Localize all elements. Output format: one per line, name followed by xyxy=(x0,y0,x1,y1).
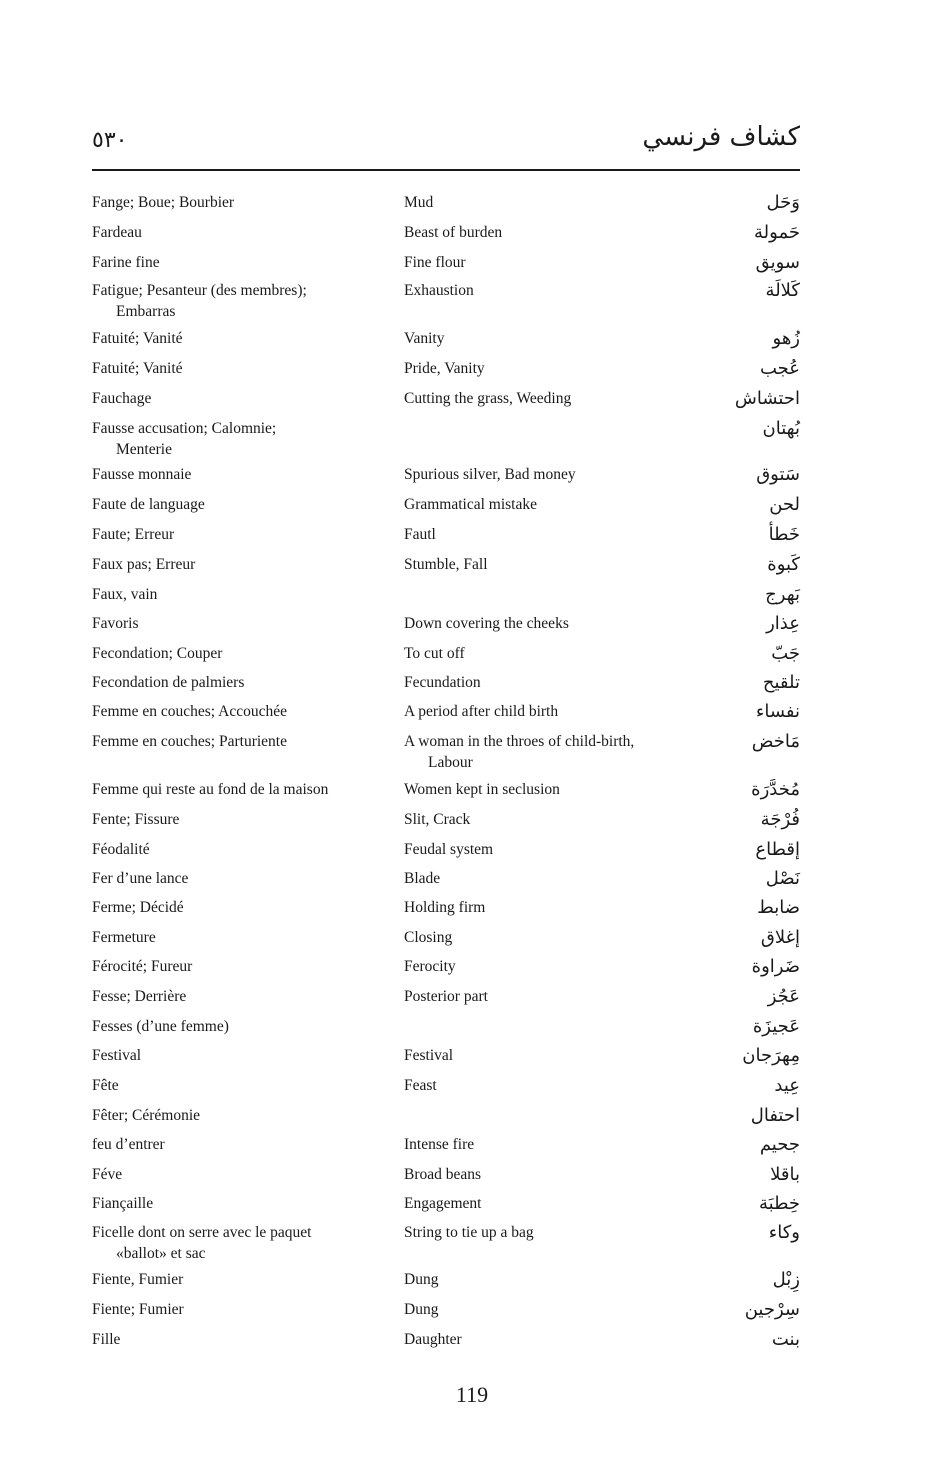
english-gloss-text: Cutting the grass, Weeding xyxy=(404,390,572,407)
english-gloss xyxy=(404,927,694,948)
french-term-text: Fesse; Derrière xyxy=(92,988,187,1005)
french-term-continuation: «ballot» et sac xyxy=(116,1245,206,1262)
english-gloss xyxy=(404,358,694,379)
french-term-text: feu d’entrer xyxy=(92,1136,165,1153)
table-row xyxy=(92,192,800,214)
table-row xyxy=(92,1164,800,1186)
french-term xyxy=(92,868,404,889)
french-term xyxy=(92,328,404,349)
french-term xyxy=(92,418,404,460)
english-gloss-text: A woman in the throes of child-birth, xyxy=(404,733,635,750)
english-gloss xyxy=(404,672,694,693)
english-gloss xyxy=(404,956,694,977)
english-gloss-text: Fecundation xyxy=(404,674,481,691)
french-term xyxy=(92,1045,404,1066)
french-term xyxy=(92,613,404,634)
table-row xyxy=(92,280,800,322)
english-gloss xyxy=(404,1075,694,1096)
french-term xyxy=(92,672,404,693)
table-row xyxy=(92,927,800,949)
french-term-text: Faux pas; Erreur xyxy=(92,556,196,573)
table-row xyxy=(92,1016,800,1038)
english-gloss xyxy=(404,1269,694,1290)
arabic-page-number: ٥٣٠ xyxy=(92,128,128,153)
table-row xyxy=(92,643,800,665)
french-term-text: Fête xyxy=(92,1077,119,1094)
french-term-text: Fer d’une lance xyxy=(92,870,189,887)
french-term-text: Fecondation de palmiers xyxy=(92,674,245,691)
english-gloss-text: Dung xyxy=(404,1301,439,1318)
table-row xyxy=(92,839,800,861)
english-gloss-text: Holding firm xyxy=(404,899,486,916)
french-term-text: Féodalité xyxy=(92,841,150,858)
french-term-text: Farine fine xyxy=(92,254,160,271)
arabic-term: بُهتان xyxy=(762,418,800,439)
french-term xyxy=(92,1105,404,1126)
arabic-term: ضابط xyxy=(757,897,800,918)
arabic-term: سويق xyxy=(755,252,800,273)
french-term-text: Fesses (d’une femme) xyxy=(92,1018,229,1035)
english-gloss-text: Vanity xyxy=(404,330,445,347)
arabic-term: نَصْل xyxy=(765,868,800,889)
french-term xyxy=(92,701,404,722)
table-row xyxy=(92,779,800,801)
english-gloss xyxy=(404,613,694,634)
arabic-term: إقطاع xyxy=(755,839,800,860)
arabic-term: حَمولة xyxy=(754,222,800,243)
english-gloss-text: Beast of burden xyxy=(404,224,503,241)
french-term-text: Fausse monnaie xyxy=(92,466,192,483)
french-term-text: Fille xyxy=(92,1331,121,1348)
english-gloss-text: Mud xyxy=(404,194,434,211)
french-term xyxy=(92,252,404,273)
table-row xyxy=(92,1329,800,1351)
english-gloss xyxy=(404,809,694,830)
french-term-text: Fatuité; Vanité xyxy=(92,330,183,347)
arabic-term: جحيم xyxy=(759,1134,800,1155)
french-term-text: Ficelle dont on serre avec le paquet xyxy=(92,1224,312,1241)
arabic-term: تلقيح xyxy=(762,672,800,693)
english-gloss xyxy=(404,192,694,213)
english-gloss xyxy=(404,222,694,243)
french-term-text: Fermeture xyxy=(92,929,156,946)
french-term-text: Fecondation; Couper xyxy=(92,645,223,662)
english-gloss xyxy=(404,554,694,575)
table-row xyxy=(92,328,800,350)
french-term xyxy=(92,731,404,752)
english-gloss-text: Blade xyxy=(404,870,441,887)
table-row xyxy=(92,388,800,410)
arabic-term: نفساء xyxy=(755,701,800,722)
table-row xyxy=(92,554,800,576)
french-term-text: Fiente; Fumier xyxy=(92,1301,184,1318)
arabic-term: عِذار xyxy=(766,613,800,634)
arabic-running-title: كشاف فرنسي xyxy=(642,122,800,152)
header-rule xyxy=(92,169,800,171)
table-row xyxy=(92,868,800,890)
english-gloss-text: Engagement xyxy=(404,1195,482,1212)
english-gloss-text: To cut off xyxy=(404,645,465,662)
arabic-term: مُخدَّرَة xyxy=(751,779,800,800)
arabic-term: عَجُز xyxy=(767,986,800,1007)
english-gloss-text: Intense fire xyxy=(404,1136,475,1153)
french-term xyxy=(92,1329,404,1350)
english-gloss-text: A period after child birth xyxy=(404,703,559,720)
table-row xyxy=(92,731,800,773)
table-row xyxy=(92,464,800,486)
english-gloss xyxy=(404,280,694,301)
french-term-text: Fatigue; Pesanteur (des membres); xyxy=(92,282,307,299)
french-term xyxy=(92,464,404,485)
table-row xyxy=(92,494,800,516)
english-gloss xyxy=(404,1134,694,1155)
french-term-text: Femme en couches; Accouchée xyxy=(92,703,287,720)
english-gloss-text: Exhaustion xyxy=(404,282,474,299)
arabic-term: باقلا xyxy=(770,1164,800,1185)
english-gloss-text: Fine flour xyxy=(404,254,466,271)
french-term xyxy=(92,358,404,379)
english-gloss xyxy=(404,731,694,773)
french-term xyxy=(92,524,404,545)
english-gloss xyxy=(404,1045,694,1066)
french-term-text: Fatuité; Vanité xyxy=(92,360,183,377)
french-term-text: Faute de language xyxy=(92,496,205,513)
table-row xyxy=(92,1299,800,1321)
french-term-text: Fêter; Cérémonie xyxy=(92,1107,201,1124)
french-term xyxy=(92,809,404,830)
french-term xyxy=(92,584,404,605)
french-term-text: Fente; Fissure xyxy=(92,811,180,828)
french-term-text: Festival xyxy=(92,1047,142,1064)
french-term xyxy=(92,643,404,664)
english-gloss-text: Slit, Crack xyxy=(404,811,471,828)
english-gloss xyxy=(404,897,694,918)
arabic-term: جَبّ xyxy=(771,643,800,664)
english-gloss xyxy=(404,986,694,1007)
table-row xyxy=(92,1045,800,1067)
english-gloss-text: Pride, Vanity xyxy=(404,360,485,377)
arabic-term: ضَراوة xyxy=(751,956,800,977)
arabic-term: وَحَل xyxy=(766,192,800,213)
english-gloss xyxy=(404,701,694,722)
french-term xyxy=(92,1299,404,1320)
english-gloss-text: Grammatical mistake xyxy=(404,496,537,513)
english-gloss-text: Daughter xyxy=(404,1331,462,1348)
french-term-text: Femme en couches; Parturiente xyxy=(92,733,287,750)
english-gloss-text: String to tie up a bag xyxy=(404,1224,534,1241)
english-gloss xyxy=(404,1222,694,1243)
english-gloss xyxy=(404,1164,694,1185)
french-term-text: Faux, vain xyxy=(92,586,158,603)
english-gloss-text: Feast xyxy=(404,1077,437,1094)
table-row xyxy=(92,1222,800,1264)
arabic-term: بَهرج xyxy=(765,584,800,605)
french-term-text: Féve xyxy=(92,1166,123,1183)
arabic-term: إغلاق xyxy=(760,927,800,948)
french-term xyxy=(92,494,404,515)
english-gloss xyxy=(404,388,694,409)
table-row xyxy=(92,584,800,606)
arabic-term: فُرْجَة xyxy=(760,809,800,830)
english-gloss-text: Posterior part xyxy=(404,988,488,1005)
english-gloss-text: Broad beans xyxy=(404,1166,482,1183)
french-term xyxy=(92,1269,404,1290)
english-gloss-text: Feudal system xyxy=(404,841,494,858)
english-gloss-text: Festival xyxy=(404,1047,454,1064)
arabic-term: مِهرَجان xyxy=(742,1045,800,1066)
arabic-term: خَطأ xyxy=(768,524,800,545)
french-term xyxy=(92,192,404,213)
english-gloss-text: Spurious silver, Bad money xyxy=(404,466,576,483)
french-term-continuation: Menterie xyxy=(116,441,172,458)
arabic-term: بنت xyxy=(771,1329,800,1350)
english-gloss xyxy=(404,868,694,889)
french-term xyxy=(92,986,404,1007)
french-term xyxy=(92,1193,404,1214)
french-term xyxy=(92,1134,404,1155)
arabic-term: كَبوة xyxy=(767,554,800,575)
page-number: 119 xyxy=(455,1382,489,1407)
arabic-term: عُجب xyxy=(759,358,800,379)
table-row xyxy=(92,672,800,694)
french-term-text: Fausse accusation; Calomnie; xyxy=(92,420,277,437)
french-term xyxy=(92,839,404,860)
french-term xyxy=(92,554,404,575)
french-term xyxy=(92,1075,404,1096)
english-gloss xyxy=(404,1193,694,1214)
english-gloss-continuation: Labour xyxy=(428,754,473,771)
table-row xyxy=(92,1134,800,1156)
arabic-term: لحن xyxy=(769,494,800,515)
english-gloss-text: Dung xyxy=(404,1271,439,1288)
english-gloss-text: Stumble, Fall xyxy=(404,556,488,573)
english-gloss xyxy=(404,494,694,515)
english-gloss-text: Fautl xyxy=(404,526,436,543)
french-term-text: Favoris xyxy=(92,615,139,632)
arabic-term: احتفال xyxy=(750,1105,800,1126)
table-row xyxy=(92,897,800,919)
french-term-text: Fiente, Fumier xyxy=(92,1271,184,1288)
arabic-term: احتشاش xyxy=(734,388,800,409)
english-gloss xyxy=(404,839,694,860)
arabic-term: وكاء xyxy=(768,1222,800,1243)
arabic-term: سَتوق xyxy=(756,464,800,485)
english-gloss xyxy=(404,328,694,349)
table-row xyxy=(92,1193,800,1215)
english-gloss xyxy=(404,524,694,545)
arabic-term: عَجيزَة xyxy=(752,1016,800,1037)
french-term-text: Femme qui reste au fond de la maison xyxy=(92,781,329,798)
french-term xyxy=(92,779,404,800)
french-term-text: Ferme; Décidé xyxy=(92,899,184,916)
french-term-text: Fauchage xyxy=(92,390,152,407)
arabic-term: عِيد xyxy=(774,1075,800,1096)
french-term-text: Fiançaille xyxy=(92,1195,154,1212)
table-row xyxy=(92,956,800,978)
table-row xyxy=(92,701,800,723)
table-row xyxy=(92,1075,800,1097)
page-header xyxy=(92,118,800,168)
arabic-term: زِبْل xyxy=(772,1269,800,1290)
french-term xyxy=(92,388,404,409)
english-gloss xyxy=(404,1299,694,1320)
french-term-text: Fange; Boue; Bourbier xyxy=(92,194,235,211)
french-term xyxy=(92,1164,404,1185)
french-term xyxy=(92,956,404,977)
arabic-term: مَاخض xyxy=(751,731,800,752)
table-row xyxy=(92,613,800,635)
english-gloss-text: Closing xyxy=(404,929,453,946)
english-gloss xyxy=(404,643,694,664)
table-row xyxy=(92,1105,800,1127)
english-gloss xyxy=(404,1329,694,1350)
english-gloss xyxy=(404,779,694,800)
french-term xyxy=(92,897,404,918)
french-term xyxy=(92,222,404,243)
english-gloss-text: Ferocity xyxy=(404,958,456,975)
french-term xyxy=(92,1222,404,1264)
table-row xyxy=(92,222,800,244)
arabic-term: زُهو xyxy=(772,328,800,349)
english-gloss xyxy=(404,252,694,273)
french-term xyxy=(92,927,404,948)
table-row xyxy=(92,358,800,380)
table-row xyxy=(92,1269,800,1291)
table-row xyxy=(92,252,800,274)
english-gloss-text: Women kept in seclusion xyxy=(404,781,560,798)
table-row xyxy=(92,418,800,460)
table-row xyxy=(92,986,800,1008)
arabic-term: سِرْجين xyxy=(744,1299,800,1320)
english-gloss-text: Down covering the cheeks xyxy=(404,615,569,632)
french-term-continuation: Embarras xyxy=(116,303,176,320)
arabic-term: كَلالَة xyxy=(765,280,800,301)
french-term-text: Férocité; Fureur xyxy=(92,958,193,975)
french-term xyxy=(92,1016,404,1037)
english-gloss xyxy=(404,464,694,485)
french-term xyxy=(92,280,404,322)
table-row xyxy=(92,524,800,546)
arabic-term: خِطبَة xyxy=(759,1193,800,1214)
french-term-text: Faute; Erreur xyxy=(92,526,175,543)
french-term-text: Fardeau xyxy=(92,224,142,241)
table-row xyxy=(92,809,800,831)
